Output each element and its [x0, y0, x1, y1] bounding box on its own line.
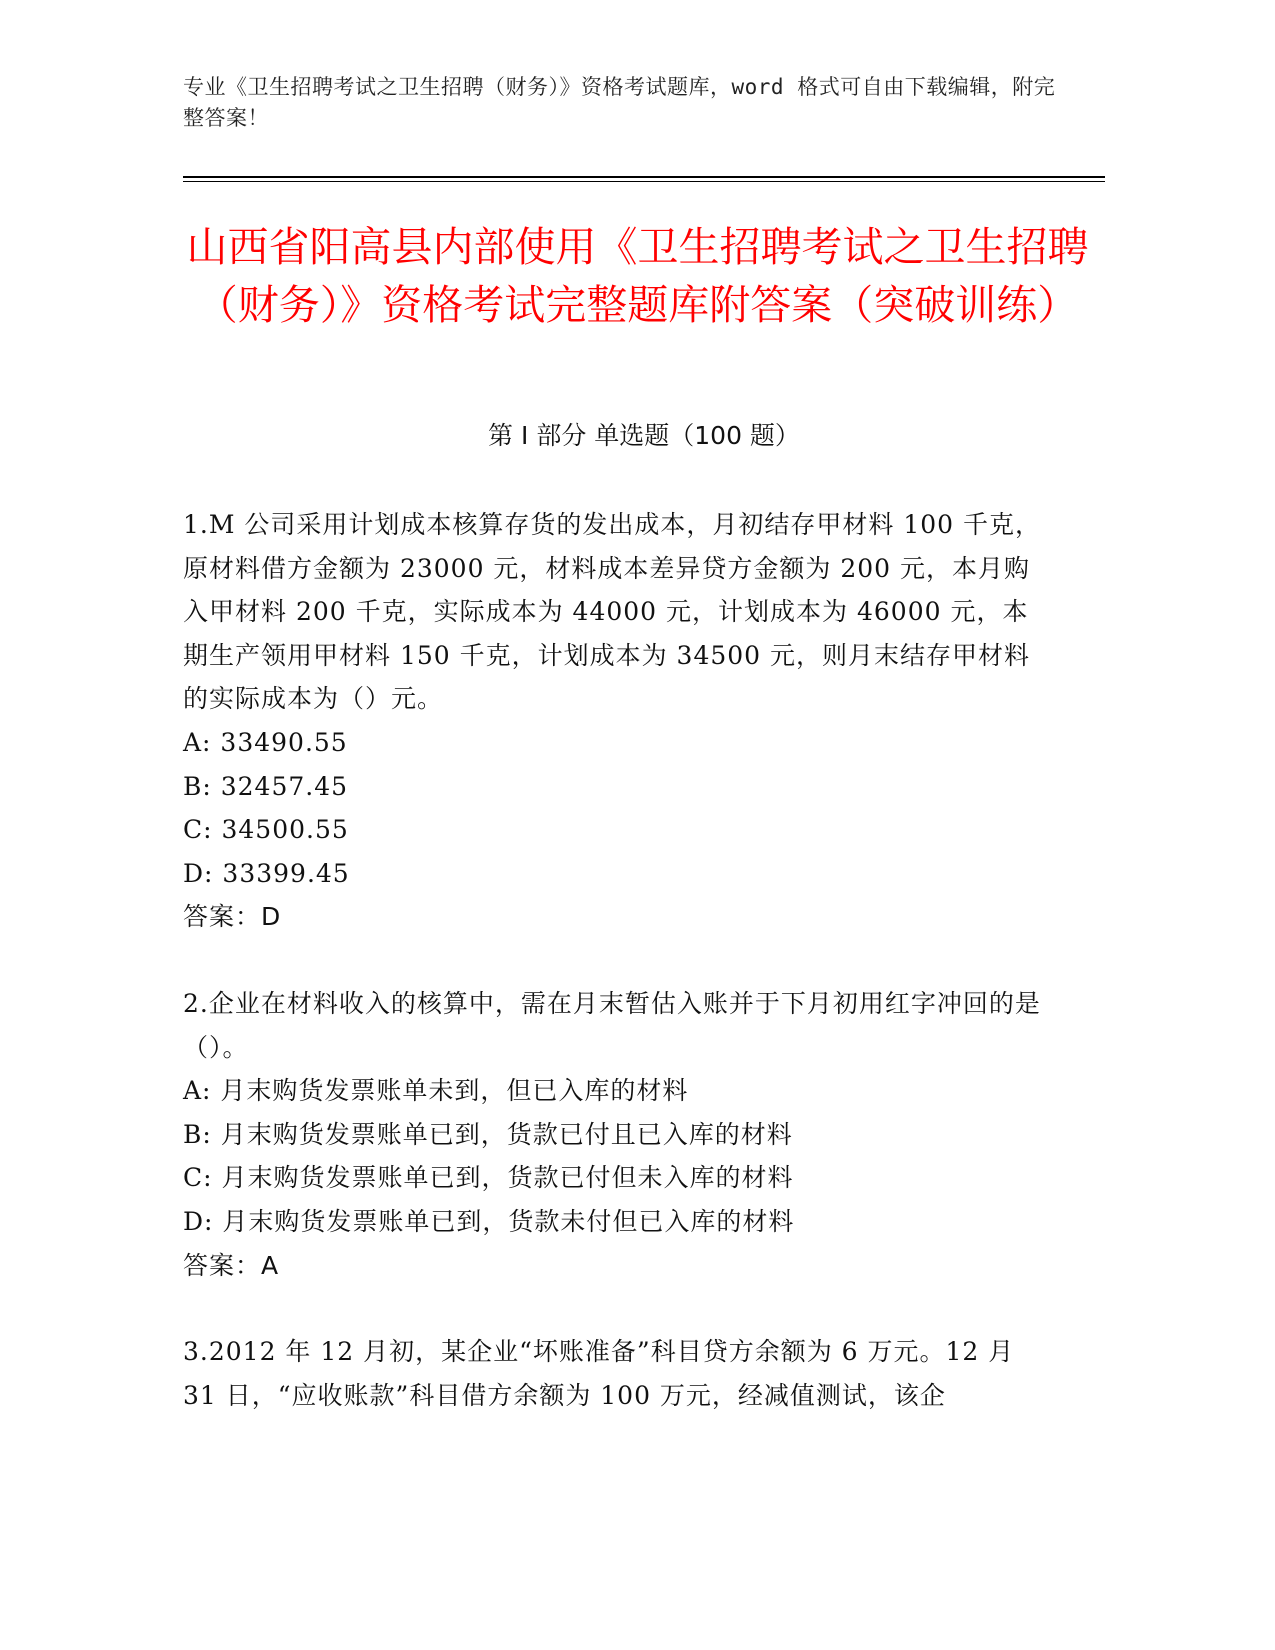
- answer: 答案：D: [183, 902, 282, 932]
- header-rule: [183, 176, 1105, 178]
- question-1: [183, 503, 1043, 939]
- option-c: C: 34500.55: [183, 815, 349, 845]
- question-stem: 1.M 公司采用计划成本核算存货的发出成本，月初结存甲材料 100 千克，原材料借方金额为 23000 元，材料成本差异贷方金额为 200 元，本月购入甲材料 200 千克，实际成本为 44000 元，计划成本为 46000 元，本期生产领用甲材料 150 千克，计划成本为 34500 元，则月末结存甲材料的实际成本为（）元。: [183, 510, 1042, 714]
- question-stem: 2.企业在材料收入的核算中，需在月末暂估入账并于下月初用红字冲回的是（）。: [183, 989, 1041, 1062]
- option-b: B: 月末购货发票账单已到，货款已付且已入库的材料: [183, 1119, 793, 1149]
- question-stem: 3.2012 年 12 月初，某企业“坏账准备”科目贷方余额为 6 万元。12 月 31 日，“应收账款”科目借方余额为 100 万元，经减值测试，该企: [183, 1337, 1015, 1410]
- option-a: A: 33490.55: [183, 727, 348, 757]
- document-title: 山西省阳高县内部使用《卫生招聘考试之卫生招聘（财务）》资格考试完整题库附答案（突破训练）: [186, 223, 1089, 329]
- answer: 答案：A: [183, 1250, 280, 1280]
- question-3: [183, 1330, 1043, 1417]
- section-title: 第 I 部分 单选题（100 题）: [488, 421, 800, 450]
- option-d: D: 33399.45: [183, 858, 350, 888]
- header-rule-thin: [183, 181, 1105, 182]
- option-c: C: 月末购货发票账单已到，货款已付但未入库的材料: [183, 1163, 794, 1193]
- option-b: B: 32457.45: [183, 771, 349, 801]
- option-d: D: 月末购货发票账单已到，货款未付但已入库的材料: [183, 1206, 795, 1236]
- header-note: 专业《卫生招聘考试之卫生招聘（财务）》资格考试题库，word 格式可自由下载编辑，附完整答案！: [183, 75, 1056, 130]
- question-2: [183, 982, 1043, 1287]
- option-a: A: 月末购货发票账单未到，但已入库的材料: [183, 1076, 689, 1106]
